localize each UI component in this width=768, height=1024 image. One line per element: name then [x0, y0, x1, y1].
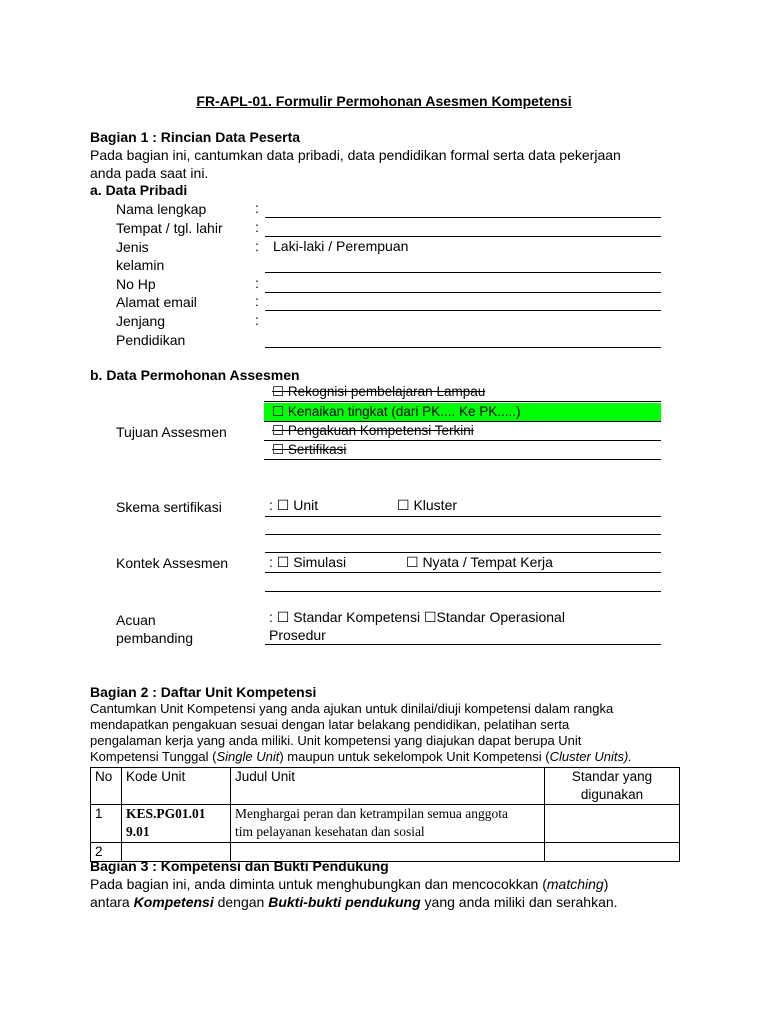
jenis-kelamin-value[interactable]: Laki-laki / Perempuan — [273, 238, 409, 254]
email-label: Alamat email — [116, 294, 197, 310]
data-pribadi-heading: a. Data Pribadi — [90, 182, 188, 198]
col-kode-header: Kode Unit — [122, 768, 231, 805]
colon: : — [255, 293, 259, 309]
kontek-line-2 — [265, 591, 661, 592]
unit-table — [90, 767, 680, 862]
colon: : — [255, 200, 259, 216]
row1-no: 1 — [91, 805, 122, 843]
tujuan-option-sertifikasi-label: ☐ Sertifikasi — [272, 442, 347, 457]
col-standar-header: Standar yang digunakan — [545, 768, 680, 805]
section2-heading: Bagian 2 : Daftar Unit Kompetensi — [90, 684, 317, 700]
tujuan-option-pengakuan-label: ☐ Pengakuan Kompetensi Terkini — [272, 423, 474, 438]
section2-line4: Kompetensi Tunggal (Single Unit) maupun untuk sekelompok Unit Kompetensi (Cluster Units). — [90, 749, 632, 764]
table-row — [91, 805, 680, 843]
acuan-label-1: Acuan — [116, 612, 156, 628]
email-field[interactable] — [265, 310, 661, 311]
tujuan-option-rpl-label: ☐ Rekognisi pembelajaran Lampau — [272, 384, 486, 399]
tujuan-option-pengakuan[interactable] — [264, 422, 661, 441]
skema-label: Skema sertifikasi — [116, 499, 222, 515]
row1-kode[interactable]: KES.PG01.01 9.01 — [122, 805, 231, 843]
tujuan-option-kenaikan-label: ☐ Kenaikan tingkat (dari PK.... Ke PK.....) — [272, 404, 521, 419]
kontek-line-top — [265, 552, 661, 553]
colon: : — [255, 275, 259, 291]
section2-line2: mendapatkan pengakuan sesuai dengan latar belakang pendidikan, pelatihan serta — [90, 717, 570, 732]
tujuan-label: Tujuan Assesmen — [116, 424, 227, 440]
row2-no: 2 — [91, 843, 122, 862]
col-judul-header: Judul Unit — [231, 768, 545, 805]
colon: : — [255, 219, 259, 235]
kontek-line-1 — [265, 572, 661, 573]
nama-label: Nama lengkap — [116, 201, 207, 217]
jenjang-label-1: Jenjang — [116, 313, 166, 329]
acuan-prosedur-text: Prosedur — [269, 627, 326, 643]
acuan-standar-checkbox[interactable]: : ☐ Standar Kompetensi ☐Standar Operasional — [269, 609, 565, 625]
form-title: FR-APL-01. Formulir Permohonan Asesmen Kompetensi — [196, 93, 572, 109]
acuan-line — [265, 644, 661, 645]
section3-line2: antara Kompetensi dengan Bukti-bukti pendukung yang anda miliki dan serahkan. — [90, 894, 618, 910]
skema-line-1 — [265, 516, 661, 517]
skema-unit-checkbox[interactable]: : ☐ Unit — [269, 497, 319, 513]
skema-kluster-checkbox[interactable]: ☐ Kluster — [397, 497, 458, 513]
jenjang-field[interactable] — [265, 347, 661, 348]
nohp-label: No Hp — [116, 276, 156, 292]
kontek-label: Kontek Assesmen — [116, 555, 229, 571]
jenjang-label-2: Pendidikan — [116, 332, 186, 348]
acuan-label-2: pembanding — [116, 630, 194, 646]
section2-line1: Cantumkan Unit Kompetensi yang anda ajukan untuk dinilai/diuji kompetensi dalam rangka — [90, 701, 614, 716]
row1-judul[interactable]: Menghargai peran dan ketrampilan semua anggota tim pelayanan kesehatan dan sosial — [231, 805, 545, 843]
tujuan-option-kenaikan[interactable] — [264, 403, 661, 422]
permohonan-heading: b. Data Permohonan Assesmen — [90, 367, 300, 383]
colon: : — [255, 312, 259, 328]
skema-line-2 — [265, 534, 661, 535]
table-header-row — [91, 768, 680, 805]
ttl-label: Tempat / tgl. lahir — [116, 220, 223, 236]
kontek-simulasi-checkbox[interactable]: : ☐ Simulasi — [269, 554, 347, 570]
jenis-label-1: Jenis — [116, 239, 149, 255]
row1-standar[interactable] — [545, 805, 680, 843]
row2-standar[interactable] — [545, 843, 680, 862]
tujuan-option-rpl[interactable] — [264, 383, 661, 402]
section1-intro-line1: Pada bagian ini, cantumkan data pribadi, data pendidikan formal serta data pekerjaan — [90, 147, 621, 163]
nama-field[interactable] — [265, 217, 661, 218]
tujuan-option-sertifikasi[interactable] — [264, 441, 661, 460]
section2-line3: pengalaman kerja yang anda miliki. Unit kompetensi yang diajukan dapat berupa Unit — [90, 733, 582, 748]
colon: : — [255, 238, 259, 254]
jenis-kelamin-field[interactable] — [265, 272, 661, 273]
section1-intro-line2: anda pada saat ini. — [90, 165, 209, 181]
section1-heading: Bagian 1 : Rincian Data Peserta — [90, 129, 301, 145]
nohp-field[interactable] — [265, 292, 661, 293]
kontek-nyata-checkbox[interactable]: ☐ Nyata / Tempat Kerja — [406, 554, 553, 570]
jenis-label-2: kelamin — [116, 257, 165, 273]
section3-heading: Bagian 3 : Kompetensi dan Bukti Pendukung — [90, 858, 389, 874]
col-no-header: No — [91, 768, 122, 805]
section3-line1: Pada bagian ini, anda diminta untuk menghubungkan dan mencocokkan (matching) — [90, 876, 609, 892]
ttl-field[interactable] — [265, 236, 661, 237]
